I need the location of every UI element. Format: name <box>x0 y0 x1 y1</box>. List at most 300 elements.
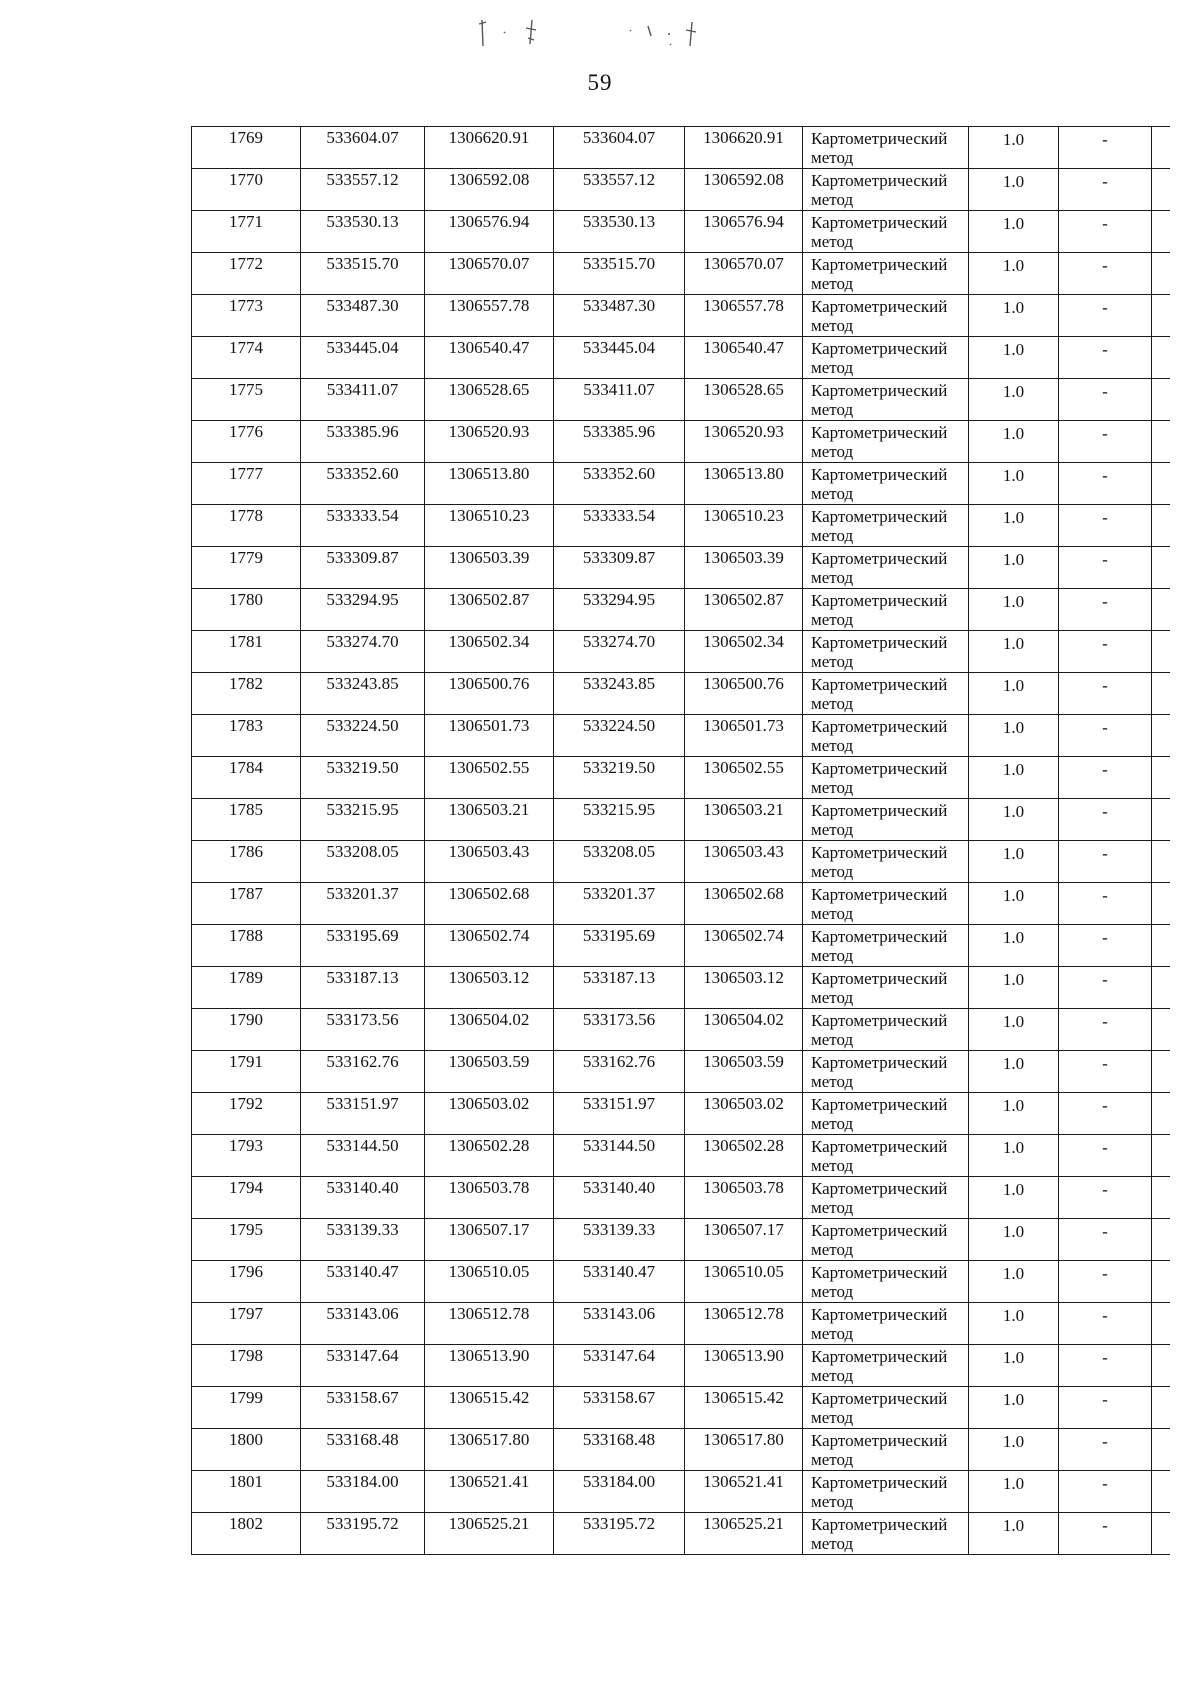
y-coordinate-new-cell: 1306528.65 <box>685 379 803 421</box>
accuracy-cell: 1.0 <box>969 757 1059 799</box>
x-coordinate-new-cell: 533487.30 <box>554 295 685 337</box>
blank-cell <box>1152 1009 1170 1051</box>
note-cell: - <box>1059 127 1152 169</box>
point-number-cell: 1770 <box>192 169 301 211</box>
x-coordinate-cell: 533168.48 <box>301 1429 425 1471</box>
point-number-cell: 1777 <box>192 463 301 505</box>
y-coordinate-cell: 1306592.08 <box>425 169 554 211</box>
y-coordinate-new-cell: 1306504.02 <box>685 1009 803 1051</box>
accuracy-cell: 1.0 <box>969 1051 1059 1093</box>
point-number-cell: 1796 <box>192 1261 301 1303</box>
x-coordinate-new-cell: 533140.40 <box>554 1177 685 1219</box>
x-coordinate-cell: 533195.72 <box>301 1513 425 1555</box>
x-coordinate-new-cell: 533274.70 <box>554 631 685 673</box>
table-row <box>192 505 1170 547</box>
method-cell: Картометрический метод <box>803 1429 969 1471</box>
y-coordinate-cell: 1306503.78 <box>425 1177 554 1219</box>
table-row <box>192 1387 1170 1429</box>
x-coordinate-cell: 533530.13 <box>301 211 425 253</box>
method-cell: Картометрический метод <box>803 1345 969 1387</box>
point-number-cell: 1798 <box>192 1345 301 1387</box>
method-cell: Картометрический метод <box>803 1009 969 1051</box>
note-cell: - <box>1059 379 1152 421</box>
table-row <box>192 547 1170 589</box>
blank-cell <box>1152 1513 1170 1555</box>
x-coordinate-new-cell: 533208.05 <box>554 841 685 883</box>
table-row <box>192 1051 1170 1093</box>
table-row <box>192 1219 1170 1261</box>
blank-cell <box>1152 337 1170 379</box>
x-coordinate-new-cell: 533352.60 <box>554 463 685 505</box>
x-coordinate-cell: 533144.50 <box>301 1135 425 1177</box>
y-coordinate-new-cell: 1306503.02 <box>685 1093 803 1135</box>
x-coordinate-new-cell: 533309.87 <box>554 547 685 589</box>
y-coordinate-cell: 1306503.39 <box>425 547 554 589</box>
x-coordinate-new-cell: 533195.72 <box>554 1513 685 1555</box>
note-cell: - <box>1059 421 1152 463</box>
table-row <box>192 967 1170 1009</box>
method-cell: Картометрический метод <box>803 379 969 421</box>
y-coordinate-cell: 1306502.28 <box>425 1135 554 1177</box>
point-number-cell: 1792 <box>192 1093 301 1135</box>
y-coordinate-cell: 1306620.91 <box>425 127 554 169</box>
y-coordinate-new-cell: 1306512.78 <box>685 1303 803 1345</box>
note-cell: - <box>1059 1303 1152 1345</box>
x-coordinate-new-cell: 533224.50 <box>554 715 685 757</box>
method-cell: Картометрический метод <box>803 1471 969 1513</box>
method-cell: Картометрический метод <box>803 547 969 589</box>
x-coordinate-new-cell: 533385.96 <box>554 421 685 463</box>
blank-cell <box>1152 1051 1170 1093</box>
method-cell: Картометрический метод <box>803 967 969 1009</box>
table-row <box>192 841 1170 883</box>
method-cell: Картометрический метод <box>803 841 969 883</box>
blank-cell <box>1152 463 1170 505</box>
x-coordinate-new-cell: 533173.56 <box>554 1009 685 1051</box>
x-coordinate-cell: 533215.95 <box>301 799 425 841</box>
point-number-cell: 1780 <box>192 589 301 631</box>
y-coordinate-new-cell: 1306503.78 <box>685 1177 803 1219</box>
y-coordinate-new-cell: 1306515.42 <box>685 1387 803 1429</box>
point-number-cell: 1781 <box>192 631 301 673</box>
y-coordinate-cell: 1306525.21 <box>425 1513 554 1555</box>
x-coordinate-cell: 533147.64 <box>301 1345 425 1387</box>
y-coordinate-cell: 1306557.78 <box>425 295 554 337</box>
point-number-cell: 1790 <box>192 1009 301 1051</box>
y-coordinate-new-cell: 1306521.41 <box>685 1471 803 1513</box>
blank-cell <box>1152 169 1170 211</box>
method-cell: Картометрический метод <box>803 1051 969 1093</box>
blank-cell <box>1152 631 1170 673</box>
blank-cell <box>1152 967 1170 1009</box>
note-cell: - <box>1059 1345 1152 1387</box>
x-coordinate-new-cell: 533445.04 <box>554 337 685 379</box>
note-cell: - <box>1059 1009 1152 1051</box>
y-coordinate-cell: 1306570.07 <box>425 253 554 295</box>
table-row <box>192 1513 1170 1555</box>
y-coordinate-cell: 1306520.93 <box>425 421 554 463</box>
y-coordinate-cell: 1306504.02 <box>425 1009 554 1051</box>
note-cell: - <box>1059 589 1152 631</box>
x-coordinate-cell: 533352.60 <box>301 463 425 505</box>
method-cell: Картометрический метод <box>803 421 969 463</box>
table-body <box>192 127 1170 1555</box>
table-row <box>192 1009 1170 1051</box>
x-coordinate-new-cell: 533515.70 <box>554 253 685 295</box>
coordinates-table <box>191 126 1170 1555</box>
blank-cell <box>1152 757 1170 799</box>
x-coordinate-new-cell: 533333.54 <box>554 505 685 547</box>
y-coordinate-new-cell: 1306503.12 <box>685 967 803 1009</box>
point-number-cell: 1797 <box>192 1303 301 1345</box>
method-cell: Картометрический метод <box>803 631 969 673</box>
note-cell: - <box>1059 631 1152 673</box>
table-row <box>192 1135 1170 1177</box>
note-cell: - <box>1059 505 1152 547</box>
accuracy-cell: 1.0 <box>969 1345 1059 1387</box>
point-number-cell: 1785 <box>192 799 301 841</box>
accuracy-cell: 1.0 <box>969 211 1059 253</box>
method-cell: Картометрический метод <box>803 715 969 757</box>
table-row <box>192 1303 1170 1345</box>
blank-cell <box>1152 1261 1170 1303</box>
blank-cell <box>1152 505 1170 547</box>
blank-cell <box>1152 1387 1170 1429</box>
accuracy-cell: 1.0 <box>969 253 1059 295</box>
note-cell: - <box>1059 715 1152 757</box>
note-cell: - <box>1059 169 1152 211</box>
point-number-cell: 1802 <box>192 1513 301 1555</box>
y-coordinate-new-cell: 1306620.91 <box>685 127 803 169</box>
note-cell: - <box>1059 925 1152 967</box>
method-cell: Картометрический метод <box>803 1513 969 1555</box>
y-coordinate-cell: 1306501.73 <box>425 715 554 757</box>
x-coordinate-new-cell: 533243.85 <box>554 673 685 715</box>
table-row <box>192 1093 1170 1135</box>
accuracy-cell: 1.0 <box>969 127 1059 169</box>
method-cell: Картометрический метод <box>803 1261 969 1303</box>
x-coordinate-cell: 533195.69 <box>301 925 425 967</box>
y-coordinate-new-cell: 1306525.21 <box>685 1513 803 1555</box>
blank-cell <box>1152 925 1170 967</box>
point-number-cell: 1773 <box>192 295 301 337</box>
note-cell: - <box>1059 673 1152 715</box>
y-coordinate-cell: 1306510.05 <box>425 1261 554 1303</box>
note-cell: - <box>1059 883 1152 925</box>
x-coordinate-cell: 533201.37 <box>301 883 425 925</box>
y-coordinate-cell: 1306512.78 <box>425 1303 554 1345</box>
y-coordinate-cell: 1306521.41 <box>425 1471 554 1513</box>
x-coordinate-new-cell: 533201.37 <box>554 883 685 925</box>
y-coordinate-new-cell: 1306540.47 <box>685 337 803 379</box>
point-number-cell: 1786 <box>192 841 301 883</box>
table-row <box>192 1429 1170 1471</box>
accuracy-cell: 1.0 <box>969 1513 1059 1555</box>
point-number-cell: 1771 <box>192 211 301 253</box>
x-coordinate-new-cell: 533143.06 <box>554 1303 685 1345</box>
note-cell: - <box>1059 1051 1152 1093</box>
table-row <box>192 253 1170 295</box>
method-cell: Картометрический метод <box>803 589 969 631</box>
method-cell: Картометрический метод <box>803 1135 969 1177</box>
table-row <box>192 379 1170 421</box>
blank-cell <box>1152 799 1170 841</box>
x-coordinate-cell: 533187.13 <box>301 967 425 1009</box>
x-coordinate-new-cell: 533530.13 <box>554 211 685 253</box>
method-cell: Картометрический метод <box>803 673 969 715</box>
y-coordinate-new-cell: 1306502.34 <box>685 631 803 673</box>
point-number-cell: 1793 <box>192 1135 301 1177</box>
y-coordinate-new-cell: 1306513.80 <box>685 463 803 505</box>
x-coordinate-new-cell: 533411.07 <box>554 379 685 421</box>
x-coordinate-new-cell: 533147.64 <box>554 1345 685 1387</box>
note-cell: - <box>1059 1177 1152 1219</box>
x-coordinate-cell: 533604.07 <box>301 127 425 169</box>
table-row <box>192 799 1170 841</box>
accuracy-cell: 1.0 <box>969 1219 1059 1261</box>
y-coordinate-cell: 1306502.74 <box>425 925 554 967</box>
blank-cell <box>1152 1429 1170 1471</box>
method-cell: Картометрический метод <box>803 505 969 547</box>
scan-artifacts <box>470 16 730 56</box>
table-row <box>192 463 1170 505</box>
x-coordinate-new-cell: 533604.07 <box>554 127 685 169</box>
point-number-cell: 1788 <box>192 925 301 967</box>
x-coordinate-cell: 533515.70 <box>301 253 425 295</box>
x-coordinate-new-cell: 533140.47 <box>554 1261 685 1303</box>
blank-cell <box>1152 421 1170 463</box>
accuracy-cell: 1.0 <box>969 589 1059 631</box>
accuracy-cell: 1.0 <box>969 169 1059 211</box>
accuracy-cell: 1.0 <box>969 799 1059 841</box>
accuracy-cell: 1.0 <box>969 841 1059 883</box>
table-row <box>192 1471 1170 1513</box>
accuracy-cell: 1.0 <box>969 1177 1059 1219</box>
method-cell: Картометрический метод <box>803 169 969 211</box>
table-row <box>192 1177 1170 1219</box>
note-cell: - <box>1059 1513 1152 1555</box>
blank-cell <box>1152 211 1170 253</box>
table-row <box>192 127 1170 169</box>
blank-cell <box>1152 589 1170 631</box>
blank-cell <box>1152 1135 1170 1177</box>
method-cell: Картометрический метод <box>803 337 969 379</box>
note-cell: - <box>1059 253 1152 295</box>
point-number-cell: 1778 <box>192 505 301 547</box>
blank-cell <box>1152 1345 1170 1387</box>
y-coordinate-new-cell: 1306570.07 <box>685 253 803 295</box>
y-coordinate-new-cell: 1306517.80 <box>685 1429 803 1471</box>
y-coordinate-cell: 1306503.12 <box>425 967 554 1009</box>
y-coordinate-new-cell: 1306502.55 <box>685 757 803 799</box>
y-coordinate-new-cell: 1306507.17 <box>685 1219 803 1261</box>
accuracy-cell: 1.0 <box>969 1009 1059 1051</box>
y-coordinate-new-cell: 1306557.78 <box>685 295 803 337</box>
x-coordinate-new-cell: 533162.76 <box>554 1051 685 1093</box>
blank-cell <box>1152 673 1170 715</box>
accuracy-cell: 1.0 <box>969 337 1059 379</box>
method-cell: Картометрический метод <box>803 1177 969 1219</box>
x-coordinate-new-cell: 533187.13 <box>554 967 685 1009</box>
page-number: 59 <box>587 70 613 95</box>
method-cell: Картометрический метод <box>803 463 969 505</box>
x-coordinate-cell: 533385.96 <box>301 421 425 463</box>
point-number-cell: 1794 <box>192 1177 301 1219</box>
accuracy-cell: 1.0 <box>969 631 1059 673</box>
x-coordinate-cell: 533445.04 <box>301 337 425 379</box>
x-coordinate-cell: 533294.95 <box>301 589 425 631</box>
accuracy-cell: 1.0 <box>969 925 1059 967</box>
accuracy-cell: 1.0 <box>969 1471 1059 1513</box>
point-number-cell: 1772 <box>192 253 301 295</box>
table-row <box>192 211 1170 253</box>
x-coordinate-new-cell: 533195.69 <box>554 925 685 967</box>
y-coordinate-cell: 1306510.23 <box>425 505 554 547</box>
x-coordinate-cell: 533140.47 <box>301 1261 425 1303</box>
accuracy-cell: 1.0 <box>969 967 1059 1009</box>
x-coordinate-cell: 533309.87 <box>301 547 425 589</box>
method-cell: Картометрический метод <box>803 1093 969 1135</box>
point-number-cell: 1801 <box>192 1471 301 1513</box>
x-coordinate-new-cell: 533168.48 <box>554 1429 685 1471</box>
note-cell: - <box>1059 1471 1152 1513</box>
method-cell: Картометрический метод <box>803 757 969 799</box>
blank-cell <box>1152 1219 1170 1261</box>
accuracy-cell: 1.0 <box>969 505 1059 547</box>
x-coordinate-cell: 533143.06 <box>301 1303 425 1345</box>
accuracy-cell: 1.0 <box>969 421 1059 463</box>
accuracy-cell: 1.0 <box>969 379 1059 421</box>
x-coordinate-cell: 533140.40 <box>301 1177 425 1219</box>
point-number-cell: 1774 <box>192 337 301 379</box>
x-coordinate-cell: 533411.07 <box>301 379 425 421</box>
table-row <box>192 421 1170 463</box>
method-cell: Картометрический метод <box>803 295 969 337</box>
y-coordinate-new-cell: 1306576.94 <box>685 211 803 253</box>
y-coordinate-new-cell: 1306503.39 <box>685 547 803 589</box>
x-coordinate-cell: 533224.50 <box>301 715 425 757</box>
blank-cell <box>1152 1093 1170 1135</box>
method-cell: Картометрический метод <box>803 211 969 253</box>
table-row <box>192 673 1170 715</box>
y-coordinate-cell: 1306500.76 <box>425 673 554 715</box>
accuracy-cell: 1.0 <box>969 1429 1059 1471</box>
table-row <box>192 1345 1170 1387</box>
accuracy-cell: 1.0 <box>969 463 1059 505</box>
y-coordinate-cell: 1306503.59 <box>425 1051 554 1093</box>
y-coordinate-cell: 1306576.94 <box>425 211 554 253</box>
y-coordinate-new-cell: 1306520.93 <box>685 421 803 463</box>
y-coordinate-cell: 1306515.42 <box>425 1387 554 1429</box>
blank-cell <box>1152 379 1170 421</box>
point-number-cell: 1791 <box>192 1051 301 1093</box>
point-number-cell: 1784 <box>192 757 301 799</box>
blank-cell <box>1152 295 1170 337</box>
y-coordinate-cell: 1306513.80 <box>425 463 554 505</box>
y-coordinate-new-cell: 1306592.08 <box>685 169 803 211</box>
note-cell: - <box>1059 799 1152 841</box>
method-cell: Картометрический метод <box>803 1387 969 1429</box>
y-coordinate-cell: 1306503.02 <box>425 1093 554 1135</box>
point-number-cell: 1775 <box>192 379 301 421</box>
x-coordinate-cell: 533557.12 <box>301 169 425 211</box>
note-cell: - <box>1059 337 1152 379</box>
method-cell: Картометрический метод <box>803 127 969 169</box>
x-coordinate-cell: 533243.85 <box>301 673 425 715</box>
y-coordinate-cell: 1306502.68 <box>425 883 554 925</box>
method-cell: Картометрический метод <box>803 925 969 967</box>
note-cell: - <box>1059 841 1152 883</box>
y-coordinate-new-cell: 1306501.73 <box>685 715 803 757</box>
y-coordinate-cell: 1306502.55 <box>425 757 554 799</box>
accuracy-cell: 1.0 <box>969 1135 1059 1177</box>
y-coordinate-cell: 1306517.80 <box>425 1429 554 1471</box>
x-coordinate-cell: 533139.33 <box>301 1219 425 1261</box>
x-coordinate-cell: 533151.97 <box>301 1093 425 1135</box>
y-coordinate-new-cell: 1306513.90 <box>685 1345 803 1387</box>
x-coordinate-cell: 533333.54 <box>301 505 425 547</box>
table-row <box>192 757 1170 799</box>
method-cell: Картометрический метод <box>803 799 969 841</box>
y-coordinate-cell: 1306507.17 <box>425 1219 554 1261</box>
blank-cell <box>1152 1471 1170 1513</box>
y-coordinate-new-cell: 1306502.28 <box>685 1135 803 1177</box>
blank-cell <box>1152 1177 1170 1219</box>
x-coordinate-new-cell: 533151.97 <box>554 1093 685 1135</box>
note-cell: - <box>1059 547 1152 589</box>
x-coordinate-new-cell: 533215.95 <box>554 799 685 841</box>
table-row <box>192 169 1170 211</box>
note-cell: - <box>1059 1387 1152 1429</box>
method-cell: Картометрический метод <box>803 1303 969 1345</box>
point-number-cell: 1789 <box>192 967 301 1009</box>
point-number-cell: 1800 <box>192 1429 301 1471</box>
blank-cell <box>1152 841 1170 883</box>
x-coordinate-cell: 533173.56 <box>301 1009 425 1051</box>
x-coordinate-new-cell: 533139.33 <box>554 1219 685 1261</box>
blank-cell <box>1152 253 1170 295</box>
blank-cell <box>1152 715 1170 757</box>
y-coordinate-new-cell: 1306503.21 <box>685 799 803 841</box>
y-coordinate-cell: 1306503.21 <box>425 799 554 841</box>
note-cell: - <box>1059 1429 1152 1471</box>
y-coordinate-new-cell: 1306503.59 <box>685 1051 803 1093</box>
accuracy-cell: 1.0 <box>969 715 1059 757</box>
point-number-cell: 1779 <box>192 547 301 589</box>
blank-cell <box>1152 1303 1170 1345</box>
x-coordinate-new-cell: 533184.00 <box>554 1471 685 1513</box>
table-row <box>192 631 1170 673</box>
table-row <box>192 715 1170 757</box>
note-cell: - <box>1059 1093 1152 1135</box>
method-cell: Картометрический метод <box>803 1219 969 1261</box>
accuracy-cell: 1.0 <box>969 295 1059 337</box>
y-coordinate-new-cell: 1306502.87 <box>685 589 803 631</box>
note-cell: - <box>1059 1135 1152 1177</box>
table-row <box>192 295 1170 337</box>
accuracy-cell: 1.0 <box>969 547 1059 589</box>
table-row <box>192 589 1170 631</box>
table-row <box>192 1261 1170 1303</box>
accuracy-cell: 1.0 <box>969 883 1059 925</box>
y-coordinate-new-cell: 1306510.05 <box>685 1261 803 1303</box>
accuracy-cell: 1.0 <box>969 1261 1059 1303</box>
y-coordinate-new-cell: 1306510.23 <box>685 505 803 547</box>
point-number-cell: 1782 <box>192 673 301 715</box>
note-cell: - <box>1059 967 1152 1009</box>
x-coordinate-cell: 533487.30 <box>301 295 425 337</box>
table-row <box>192 883 1170 925</box>
